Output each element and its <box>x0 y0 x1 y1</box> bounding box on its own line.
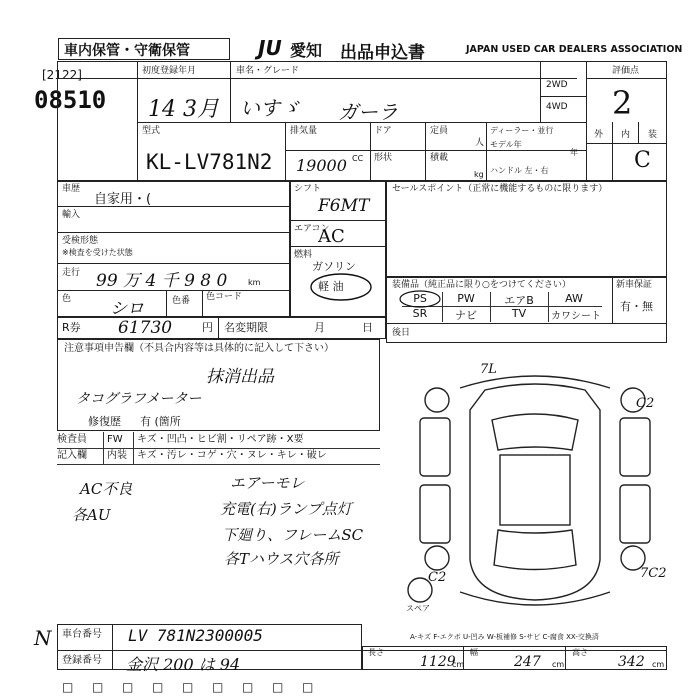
storage-notice: 車内保管・守衛保管 <box>64 43 190 59</box>
shift-label: シフト <box>294 184 322 194</box>
warranty-value: 有・無 <box>620 300 653 313</box>
new-car-warranty-label: 新車保証 <box>616 280 653 290</box>
repair-history-label: 修復歴 <box>88 415 121 428</box>
chassis-value: LV 781N2300005 <box>128 626 263 645</box>
shape-label: 形状 <box>374 153 393 163</box>
notes-label: 注意事項申告欄（不具合内容等は具体的に記入して下さい） <box>64 343 334 354</box>
drive-4wd: 4WD <box>546 102 568 112</box>
spare-label: スペア <box>406 604 430 613</box>
inspection-deadline-label: 名変期限 <box>224 321 268 334</box>
inspector-label: 検査員 <box>57 434 87 445</box>
windshield <box>492 414 578 450</box>
model-year-label: モデル年 <box>490 140 522 149</box>
dim-width: 247 <box>514 654 541 670</box>
fuel-circle-mark <box>306 270 376 304</box>
rear-window <box>494 530 576 570</box>
category-label: 車歴 <box>62 184 81 194</box>
model-label: 型式 <box>142 126 161 136</box>
check-2[interactable]: □ <box>92 680 104 694</box>
damage-legend: A-キズ F-エクボ U-凹み W-板補修 S-サビ C-腐食 XX-交換済 <box>410 633 599 641</box>
dim-unit-3: cm <box>652 660 665 669</box>
recycle-yen: 円 <box>202 321 213 334</box>
remark-right-1: エアーモレ <box>230 474 305 492</box>
wheel-rl <box>425 546 449 570</box>
color-no-label: 色番 <box>172 296 191 306</box>
km-unit: km <box>248 278 261 287</box>
year-unit: 年 <box>570 148 578 157</box>
check-1[interactable]: □ <box>62 680 74 694</box>
dealer-label: ディーラー・並行 <box>490 126 554 135</box>
equip-airbag: エアB <box>504 294 534 307</box>
reg-form-note: ※検査を受けた状態 <box>62 248 133 257</box>
interior-label: 内 <box>621 130 631 140</box>
right-door-front <box>620 418 650 476</box>
mileage-label: 走行 <box>62 268 81 278</box>
cc-unit: CC <box>352 154 364 163</box>
footer-checks <box>62 680 362 696</box>
rear-bumper <box>460 592 610 605</box>
deadline-month: 月 <box>314 321 325 334</box>
equip-pw: PW <box>457 292 475 305</box>
body-outline-top <box>470 384 600 600</box>
doors-label: ドア <box>374 126 392 136</box>
check-6[interactable]: □ <box>212 680 224 694</box>
left-door-front <box>420 418 450 476</box>
in-items: キズ・汚レ・コゲ・穴・ヌレ・キレ・破レ <box>137 450 327 461</box>
equipment-label: 装備品（純正品に限り○をつけてください） <box>392 280 571 290</box>
roof-panel <box>500 455 570 525</box>
color-code-label: 色コード <box>206 292 243 302</box>
sales-point-label: セールスポイント（正常に機能するものに限ります） <box>392 184 608 194</box>
wheel-fl <box>425 388 449 412</box>
check-8[interactable]: □ <box>272 680 284 694</box>
left-door-rear <box>420 485 450 543</box>
equipment-rating-label: 装 <box>648 130 658 140</box>
lot-code: [2122] <box>42 68 82 82</box>
dim-length: 1129 <box>420 654 456 670</box>
displacement-label: 排気量 <box>290 126 318 136</box>
ac-value: AC <box>318 226 345 247</box>
plate-label: 登録番号 <box>62 655 102 666</box>
repair-history-value: 有 (箇所 <box>140 415 181 428</box>
equip-leather-seat: カワシート <box>551 311 601 322</box>
ps-circle-mark <box>398 289 444 309</box>
fw-items: キズ・凹凸・ヒビ割・リペア跡・X要 <box>137 434 304 445</box>
category-value: 自家用・( <box>94 192 152 207</box>
first-reg-label: 初度登録年月 <box>142 66 197 76</box>
load-unit: kg <box>474 170 484 179</box>
remark-left-1: AC不良 <box>80 480 133 498</box>
right-door-rear <box>620 485 650 543</box>
grade-value: ガーラ <box>338 100 398 124</box>
fw-label: FW <box>107 434 123 445</box>
interior-grade: C <box>634 148 651 173</box>
check-4[interactable]: □ <box>152 680 164 694</box>
load-label: 積載 <box>430 153 449 163</box>
seats-unit: 人 <box>475 138 485 148</box>
sales-point-frame <box>386 181 667 277</box>
dim-height-label: 高さ <box>572 648 588 657</box>
ac-label: エアコン <box>294 224 330 234</box>
notes-line-1: 抹消出品 <box>206 367 274 387</box>
reg-form-label: 受検形態 <box>62 236 99 246</box>
remark-right-4: 各Tハウス穴各所 <box>224 550 339 568</box>
remark-right-3: 下廻り、フレームSC <box>222 526 364 544</box>
maker-label: 車名・グレード <box>236 66 300 76</box>
equip-navi: ナビ <box>455 309 477 322</box>
plate-value: 金沢 200 は 94 <box>126 655 241 674</box>
handle-label: ハンドル 左・右 <box>490 166 549 175</box>
mark-front-right: C2 <box>636 396 655 411</box>
front-bumper <box>460 376 610 388</box>
exterior-label: 外 <box>594 130 604 140</box>
dim-height: 342 <box>618 654 645 670</box>
remark-left-2: 各AU <box>72 506 111 524</box>
dim-length-label: 長さ <box>368 648 384 657</box>
first-reg-value: 14 3月 <box>148 97 219 122</box>
check-9[interactable]: □ <box>302 680 314 694</box>
chassis-label: 車台番号 <box>62 629 102 640</box>
in-label: 内装 <box>107 450 127 461</box>
dim-unit-1: cm <box>452 660 465 669</box>
ju-logo: JU <box>258 36 282 60</box>
fuel-gasoline: ガソリン <box>312 260 356 273</box>
form-title: 出品申込書 <box>340 43 425 63</box>
recycle-label: R券 <box>62 321 81 334</box>
recycle-frame <box>57 317 386 339</box>
color-label: 色 <box>62 294 72 304</box>
lot-number: 08510 <box>34 86 107 114</box>
check-3[interactable]: □ <box>122 680 134 694</box>
color-value: シロ <box>110 299 144 319</box>
equipment-grid <box>402 292 604 322</box>
fuel-diesel: 軽 油 <box>318 280 344 293</box>
equip-ps: PS <box>413 292 427 305</box>
shift-value: F6MT <box>318 196 370 216</box>
entry-label: 記入欄 <box>57 450 87 461</box>
rating-value: 2 <box>612 84 633 122</box>
mark-rear-left: C2 <box>428 570 447 585</box>
fuel-label: 燃料 <box>294 250 313 260</box>
mark-rear-right: 7C2 <box>640 566 667 581</box>
inspection-block <box>57 432 380 466</box>
vehicle-damage-diagram <box>400 360 670 630</box>
displacement-value: 19000 <box>296 156 347 175</box>
check-5[interactable]: □ <box>182 680 194 694</box>
seats-label: 定員 <box>430 126 449 136</box>
equip-sr: SR <box>412 307 428 320</box>
corner-mark: N <box>34 626 52 650</box>
dim-width-label: 幅 <box>470 648 478 657</box>
maker-value: いすゞ <box>240 96 300 120</box>
check-7[interactable]: □ <box>242 680 254 694</box>
equip-aw: AW <box>565 292 583 305</box>
notes-line-2: タコグラフメーター <box>76 391 202 407</box>
mileage-value: 99 万 4 千 9 8 0 <box>96 271 228 291</box>
rating-label: 評価点 <box>612 66 640 76</box>
remark-right-2: 充電(右)ランプ点灯 <box>220 500 352 518</box>
dim-unit-2: cm <box>552 660 565 669</box>
model-value: KL-LV781N2 <box>146 150 273 174</box>
recycle-value: 61730 <box>118 318 173 338</box>
equip-tv: TV <box>511 307 527 320</box>
drive-2wd: 2WD <box>546 80 568 90</box>
post-label: 後日 <box>392 328 411 338</box>
import-label: 輸入 <box>62 210 81 220</box>
mark-top-left: 7L <box>480 362 497 377</box>
org-name: 愛知 <box>290 41 323 60</box>
association-name: JAPAN USED CAR DEALERS ASSOCIATION <box>466 44 683 55</box>
deadline-day: 日 <box>362 321 373 334</box>
